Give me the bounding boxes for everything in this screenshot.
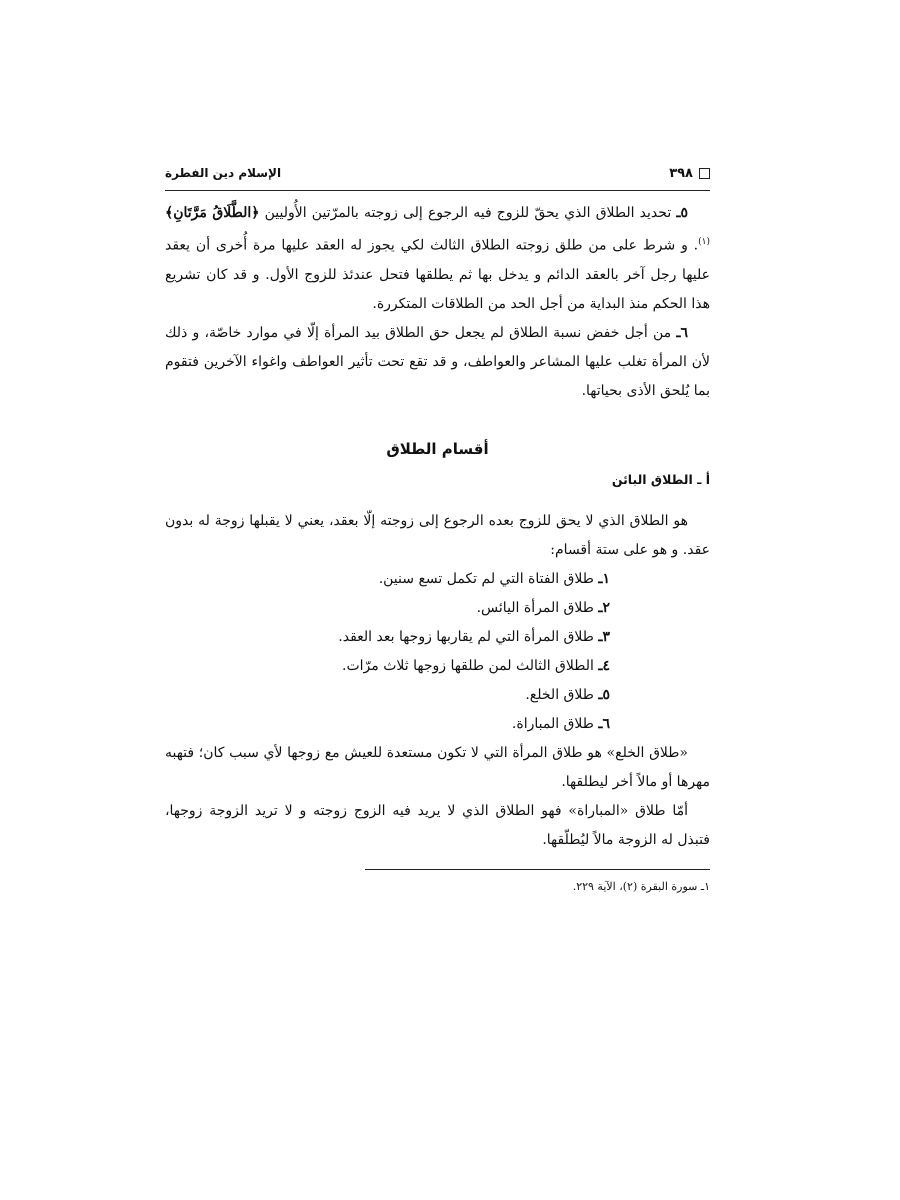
page-number [669, 166, 710, 181]
item-number: ٦ـ [676, 324, 688, 341]
intro-paragraph: هو الطلاق الذي لا يحق للزوج بعده الرجوع إلى زوجته إلّا بعقد، يعني لا يقبلها زوجة له بدون عقد. و هو على ستة أقسام: [165, 512, 710, 558]
item-number: ٥ـ [676, 205, 688, 221]
footnote-divider [365, 869, 710, 870]
list-item: ٦ـ طلاق المباراة. [511, 715, 610, 732]
section-title: أقسام الطلاق [386, 439, 489, 458]
page [165, 160, 710, 898]
paragraph-text: تحديد الطلاق الذي يحقّ للزوج فيه الرجوع إلى زوجته بالمرّتين الأُوليين [259, 205, 677, 221]
sub-title: أ ـ الطلاق البائن [611, 471, 710, 487]
list-item: ٢ـ طلاق المرأة اليائس. [476, 599, 610, 616]
page-number-text: ٣٩٨ [669, 165, 693, 181]
mubarat-paragraph: أمّا طلاق «المباراة» فهو الطلاق الذي لا يريد فيه الزوج زوجته و لا تريد الزوجة زوجها، فتبذل له الزوجة مالاً ليُطلّقها. [165, 802, 710, 848]
page-header [165, 160, 710, 191]
list-item: ١ـ طلاق الفتاة التي لم تكمل تسع سنين. [378, 570, 610, 587]
khul-paragraph: «طلاق الخلع» هو طلاق المرأة التي لا تكون مستعدة للعيش مع زوجها لأي سبب كان؛ فتهبه مهرها أو مالاً أخر ليطلقها. [165, 744, 710, 790]
box-icon [699, 168, 710, 179]
paragraph-5 [165, 199, 710, 319]
footnote: ١ـ سورة البقرة (٢)، الآية ٢٢٩. [572, 879, 710, 893]
paragraph-text: . و شرط على من طلق زوجته الطلاق الثالث لكي يجوز له العقد عليها مرة أُخرى أن يعقد عليها رجل آخر بالعقد الدائم و يدخل بها ثم يطلقها فتحل عندئذ للزوج الأول. و قد كان تشريع هذا الحكم منذ البداية من أجل الحد من الطلاقات المتكررة. [165, 237, 710, 312]
paragraph-text: من أجل خفض نسبة الطلاق لم يجعل حق الطلاق بيد المرأة إلّا في موارد خاصّة، و ذلك لأن المرأة تغلب عليها المشاعر والعواطف، و قد تقع تحت تأثير العواطف واغواء الآخرين فتقوم بما يُلحق الأذى بحياتها. [165, 324, 710, 399]
list-item: ٤ـ الطلاق الثالث لمن طلقها زوجها ثلاث مرّات. [342, 657, 610, 674]
paragraph-6 [165, 319, 710, 406]
divorce-types-list [165, 565, 710, 739]
list-item: ٣ـ طلاق المرأة التي لم يقاربها زوجها بعد العقد. [338, 628, 610, 645]
footnote-ref: (١) [698, 237, 710, 247]
quran-verse: ﴿الطَّلَاقُ مَرَّتَانِ﴾ [165, 205, 260, 221]
list-item: ٥ـ طلاق الخلع. [525, 686, 610, 703]
running-title: الإسلام دين الفطرة [165, 166, 282, 180]
